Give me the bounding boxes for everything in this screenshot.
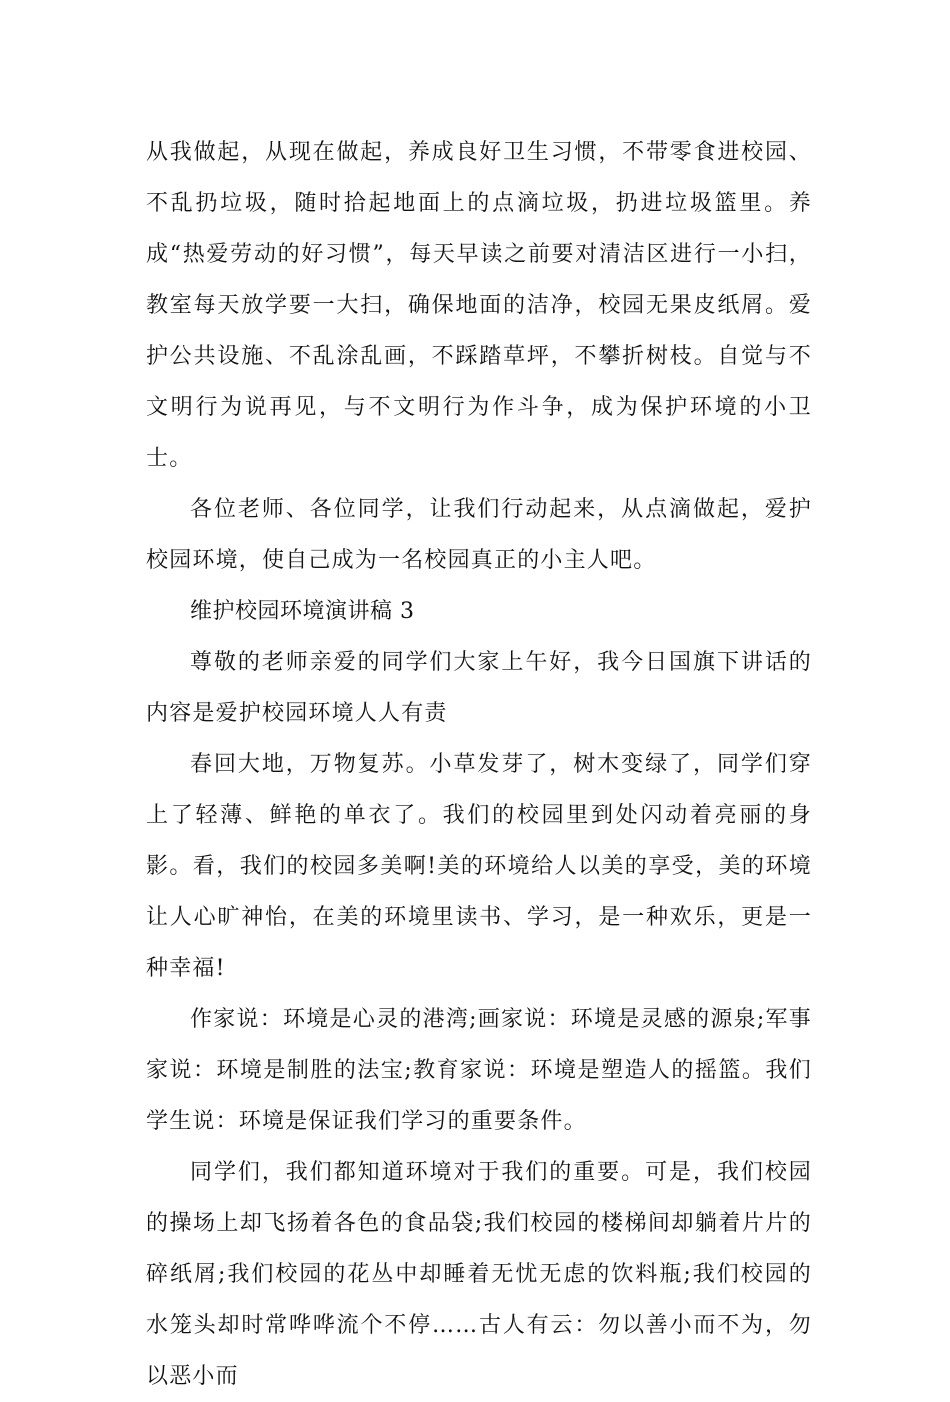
paragraph-spring: 春回大地，万物复苏。小草发芽了，树木变绿了，同学们穿上了轻薄、鲜艳的单衣了。我们的校园里到处闪动着亮丽的身影。看，我们的校园多美啊!美的环境给人以美的享受，美的环境让人心旷神怡，在美的环境里读书、学习，是一种欢乐，更是一种幸福! <box>146 752 812 981</box>
paragraph-greeting: 尊敬的老师亲爱的同学们大家上午好，我今日国旗下讲话的内容是爱护校园环境人人有责 <box>146 650 812 726</box>
paragraph-environment-quotes: 作家说：环境是心灵的港湾;画家说：环境是灵感的源泉;军事家说：环境是制胜的法宝;教育家说：环境是塑造人的摇篮。我们学生说：环境是保证我们学习的重要条件。 <box>146 1007 812 1134</box>
section-heading: 维护校园环境演讲稿 3 <box>190 599 415 624</box>
document-body <box>146 127 812 1402</box>
paragraph-problems: 同学们，我们都知道环境对于我们的重要。可是，我们校园的操场上却飞扬着各色的食品袋;我们校园的楼梯间却躺着片片的碎纸屑;我们校园的花丛中却睡着无忧无虑的饮料瓶;我们校园的水笼头却时常哗哗流个不停……古人有云：勿以善小而不为，勿以恶小而 <box>146 1160 812 1389</box>
paragraph-hygiene-habits: 从我做起，从现在做起，养成良好卫生习惯，不带零食进校园、不乱扔垃圾，随时拾起地面上的点滴垃圾，扔进垃圾篮里。养成“热爱劳动的好习惯”，每天早读之前要对清洁区进行一小扫，教室每天放学要一大扫，确保地面的洁净，校园无果皮纸屑。爱护公共设施、不乱涂乱画，不踩踏草坪，不攀折树枝。自觉与不文明行为说再见，与不文明行为作斗争，成为保护环境的小卫士。 <box>146 140 812 471</box>
paragraph-call-to-action: 各位老师、各位同学，让我们行动起来，从点滴做起，爱护校园环境，使自己成为一名校园真正的小主人吧。 <box>146 497 812 573</box>
